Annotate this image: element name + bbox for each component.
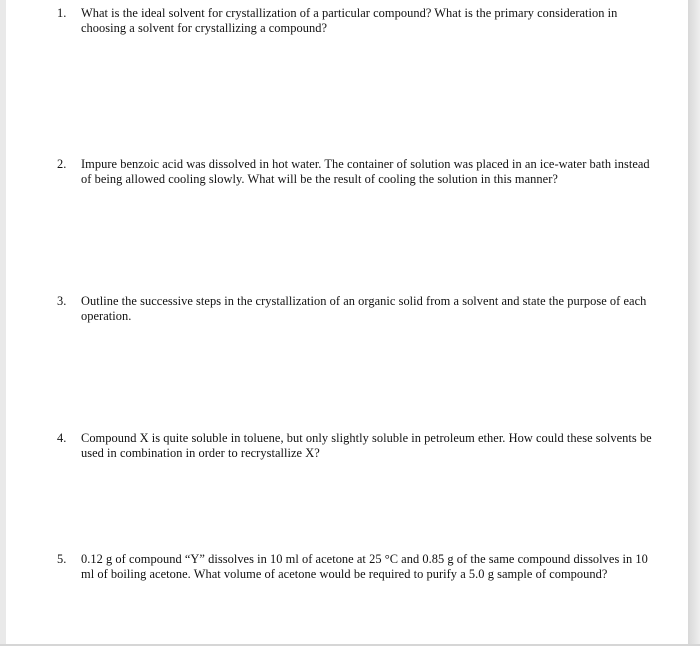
- question-number: 2.: [57, 157, 67, 171]
- worksheet-page: [6, 0, 688, 644]
- question-number: 3.: [57, 294, 67, 308]
- question-text: 0.12 g of compound “Y” dissolves in 10 ml of acetone at 25 °C and 0.85 g of the same compound dissolves in 10 ml of boiling acetone. What volume of acetone would be required to purify a 5.0 g sample of compound?: [81, 552, 648, 581]
- question-text: Compound X is quite soluble in toluene, but only slightly soluble in petroleum ether. How could these solvents be used in combination in order to recrystallize X?: [81, 431, 652, 460]
- question-text: Impure benzoic acid was dissolved in hot water. The container of solution was placed in an ice-water bath instead of being allowed cooling slowly. What will be the result of cooling the solution in this manner?: [81, 157, 650, 186]
- page-edge-shadow: [688, 0, 700, 646]
- question-number: 5.: [57, 552, 67, 566]
- question-number: 4.: [57, 431, 67, 445]
- question-text: Outline the successive steps in the crystallization of an organic solid from a solvent and state the purpose of each operation.: [81, 294, 647, 323]
- question-number: 1.: [57, 6, 67, 20]
- question-text: What is the ideal solvent for crystallization of a particular compound? What is the primary consideration in choosing a solvent for crystallizing a compound?: [81, 6, 618, 35]
